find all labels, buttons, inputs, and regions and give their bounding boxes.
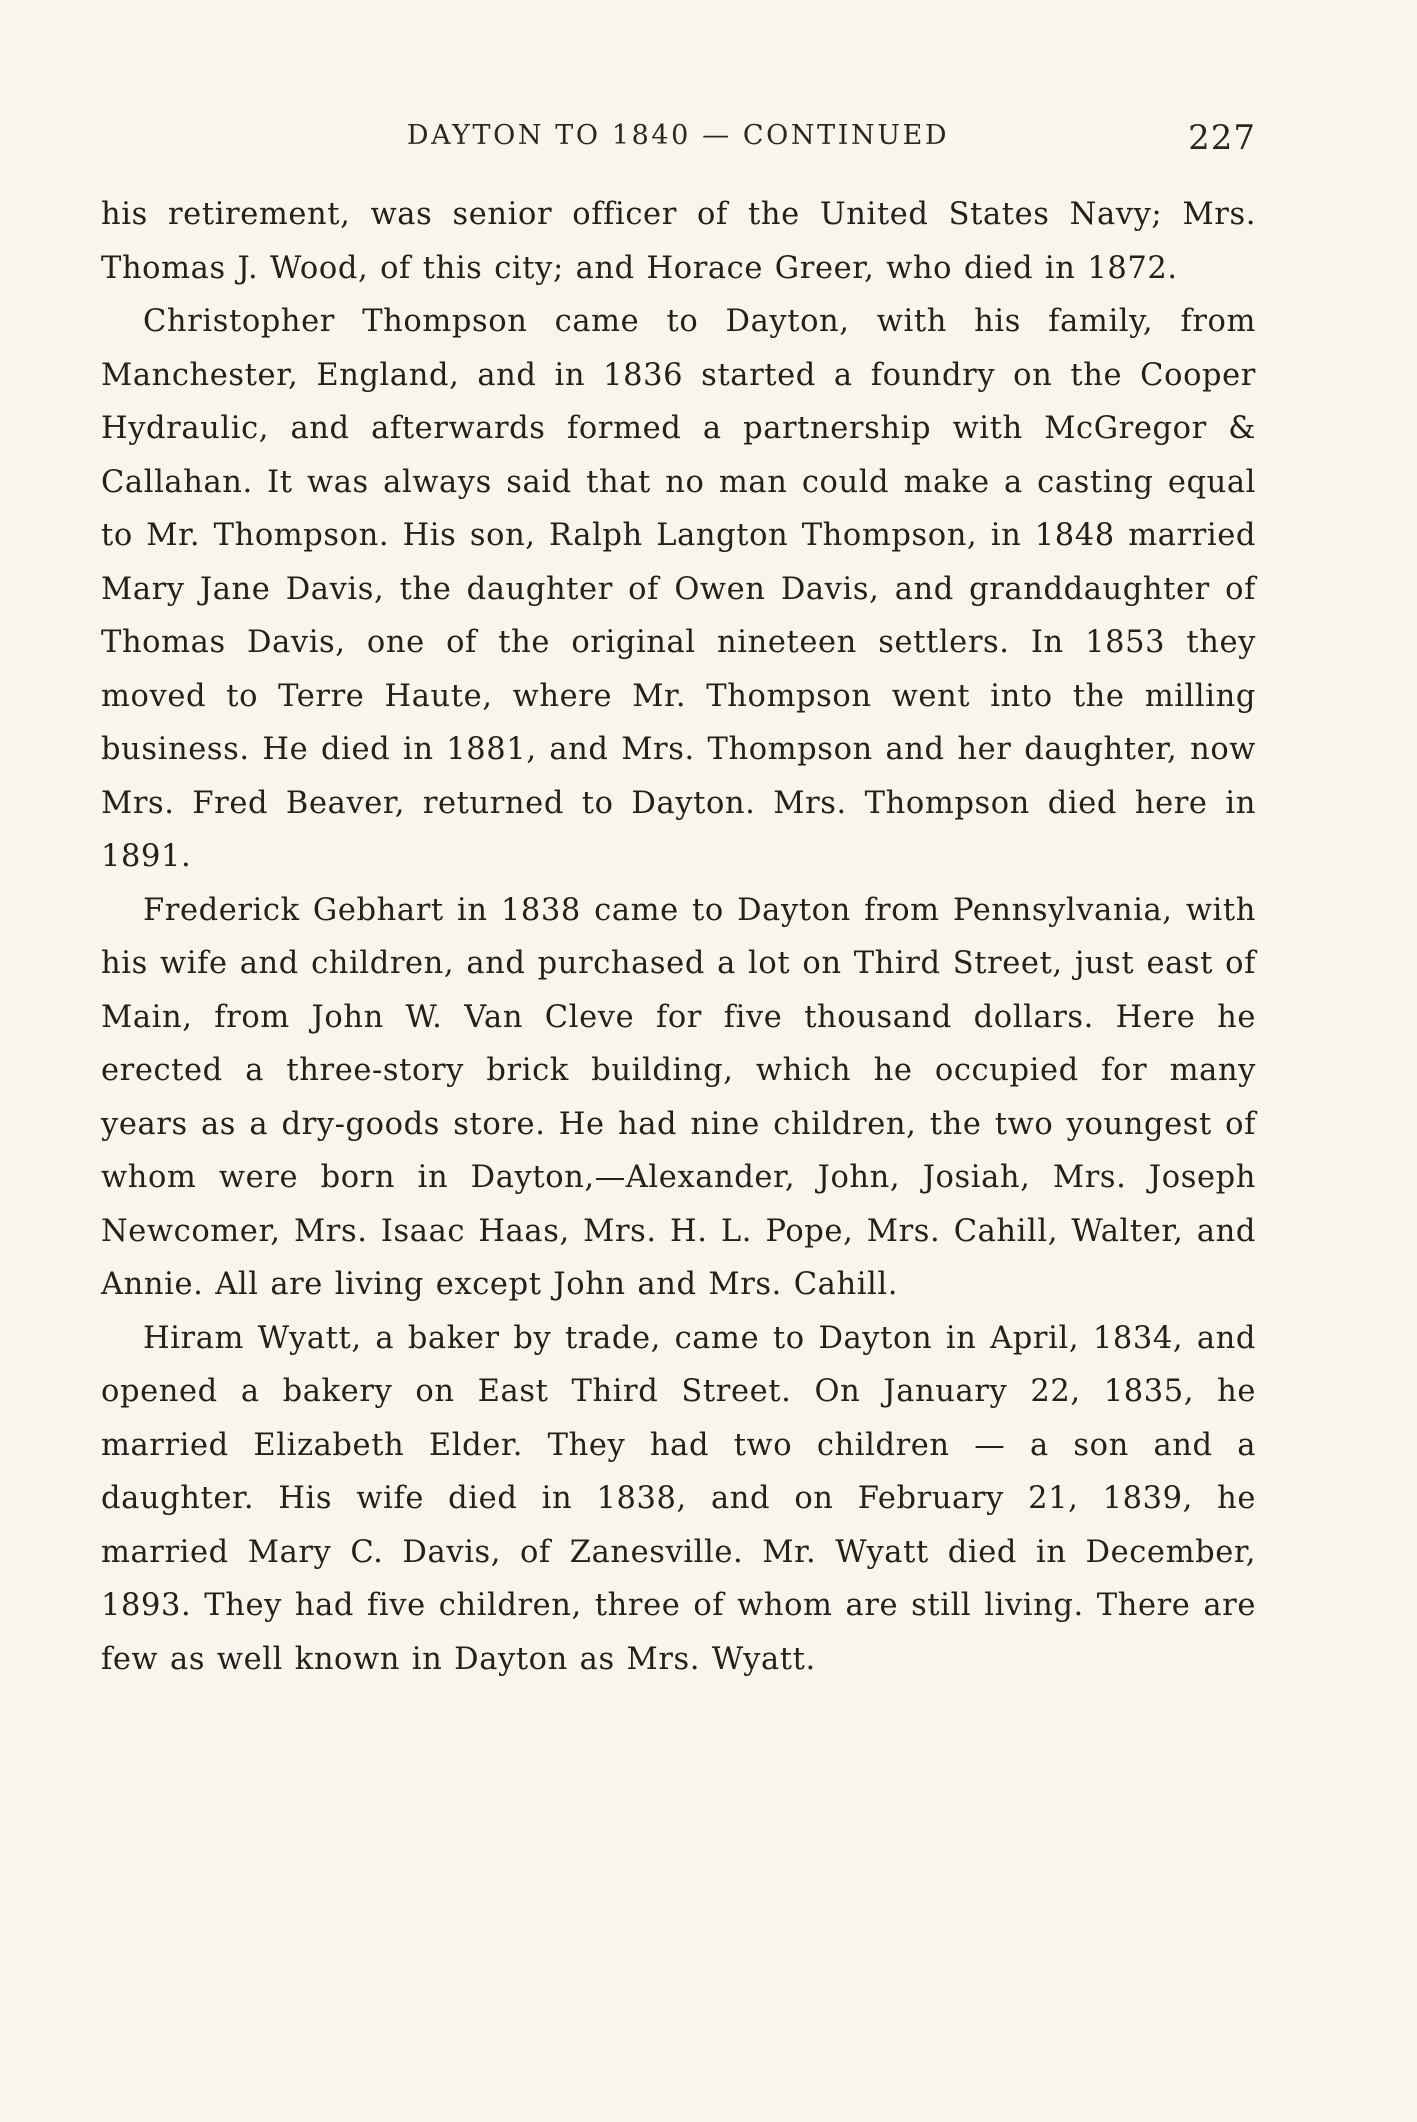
page-number: 227 xyxy=(1188,118,1256,158)
paragraph-frederick-gebhart: Frederick Gebhart in 1838 came to Dayton from Pennsylvania, with his wife and children, and purchased a lot on Third Street, just east of Main, from John W. Van Cleve for five thousand dollars. Here he erected a three-story brick building, which he occupied for many years as a dry-goods store. He had nine children, the two youngest of whom were born in Dayton,—Alexander, John, Josiah, Mrs. Joseph Newcomer, Mrs. Isaac Haas, Mrs. H. L. Pope, Mrs. Cahill, Walter, and Annie. All are living except John and Mrs. Cahill. xyxy=(101,892,1256,1302)
paragraph-hiram-wyatt: Hiram Wyatt, a baker by trade, came to Dayton in April, 1834, and opened a bakery on East Third Street. On January 22, 1835, he married Elizabeth Elder. They had two children — a son and a daughter. His wife died in 1838, and on February 21, 1839, he married Mary C. Davis, of Zanesville. Mr. Wyatt died in December, 1893. They had five children, three of whom are still living. There are few as well known in Dayton as Mrs. Wyatt. xyxy=(101,1320,1256,1677)
paragraph-continued: his retirement, was senior officer of the United States Navy; Mrs. Thomas J. Wood, of this city; and Horace Greer, who died in 1872. xyxy=(101,197,1256,286)
running-head: DAYTON TO 1840 — CONTINUED xyxy=(406,120,950,151)
paragraph-christopher-thompson: Christopher Thompson came to Dayton, with his family, from Manchester, England, and in 1836 started a foundry on the Cooper Hydraulic, and afterwards formed a partnership with McGregor & Callahan. It was always said that no man could make a casting equal to Mr. Thompson. His son, Ralph Langton Thompson, in 1848 married Mary Jane Davis, the daughter of Owen Davis, and granddaughter of Thomas Davis, one of the original nineteen settlers. In 1853 they moved to Terre Haute, where Mr. Thompson went into the milling business. He died in 1881, and Mrs. Thompson and her daughter, now Mrs. Fred Beaver, returned to Dayton. Mrs. Thompson died here in 1891. xyxy=(101,304,1256,874)
body-text xyxy=(101,188,1256,1686)
page-header xyxy=(100,118,1256,168)
